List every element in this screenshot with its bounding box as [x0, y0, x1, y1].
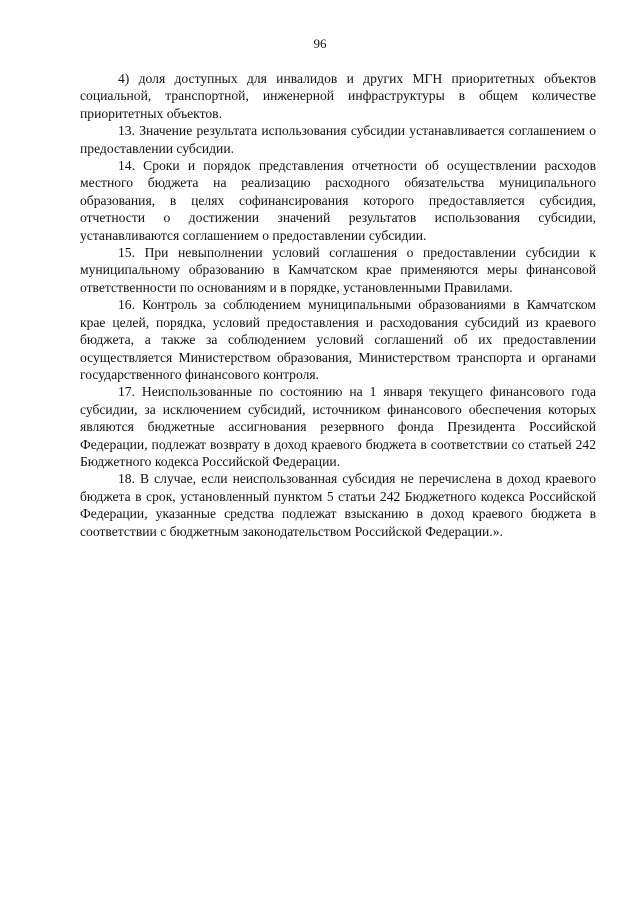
document-body [80, 70, 596, 540]
paragraph-13: 13. Значение результата использования субсидии устанавливается соглашением о предоставлении субсидии. [80, 123, 596, 156]
paragraph-item-4: 4) доля доступных для инвалидов и других МГН приоритетных объектов социальной, транспортной, инженерной инфраструктуры в общем количестве приоритетных объектов. [80, 71, 596, 121]
paragraph-17: 17. Неиспользованные по состоянию на 1 января текущего финансового года субсидии, за исключением субсидий, источником финансового обеспечения которых являются бюджетные ассигнования резервного фонда Президента Российской Федерации, подлежат возврату в доход краевого бюджета в соответствии со статьей 242 Бюджетного кодекса Российской Федерации. [80, 384, 596, 469]
paragraph-14: 14. Сроки и порядок представления отчетности об осуществлении расходов местного бюджета на реализацию расходного обязательства муниципального образования, в целях софинансирования которого предоставляется субсидия, отчетности о достижении значений результатов использования субсидии, устанавливаются соглашением о предоставлении субсидии. [80, 158, 596, 243]
paragraph-15: 15. При невыполнении условий соглашения о предоставлении субсидии к муниципальному образованию в Камчатском крае применяются меры финансовой ответственности по основаниям и в порядке, установленными Правилами. [80, 245, 596, 295]
paragraph-16: 16. Контроль за соблюдением муниципальными образованиями в Камчатском крае целей, порядка, условий предоставления и расходования субсидий из краевого бюджета, а также за соблюдением условий соглашений об их предоставлении осуществляется Министерством образования, Министерством транспорта и органами государственного финансового контроля. [80, 297, 596, 382]
page-number: 96 [313, 36, 327, 51]
paragraph-18: 18. В случае, если неиспользованная субсидия не перечислена в доход краевого бюджета в срок, установленный пунктом 5 статьи 242 Бюджетного кодекса Российской Федерации, указанные средства подлежат взысканию в доход краевого бюджета в соответствии с бюджетным законодательством Российской Федерации.». [80, 471, 596, 539]
